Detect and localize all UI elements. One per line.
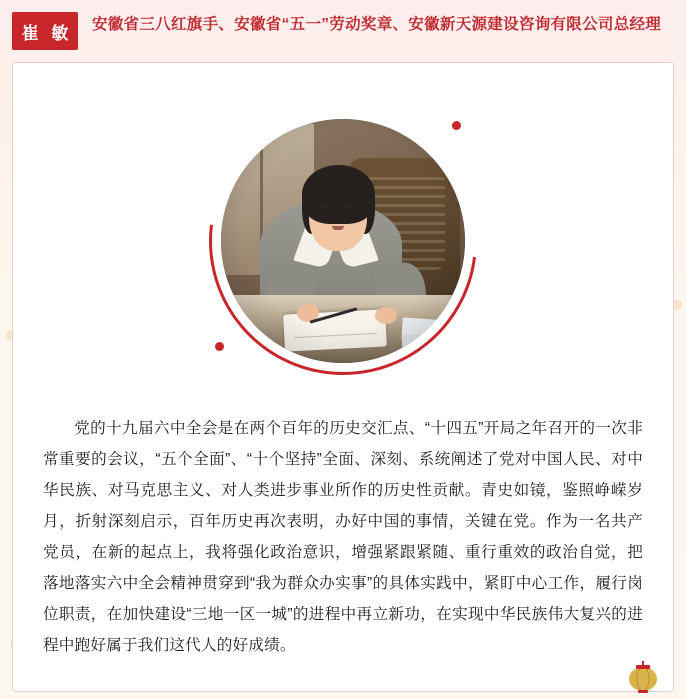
photo-vignette xyxy=(221,119,465,363)
person-name-badge: 崔 敏 xyxy=(12,12,78,50)
portrait-photo xyxy=(221,119,465,363)
article-paragraph: 党的十九届六中全会是在两个百年的历史交汇点、“十四五”开局之年召开的一次非常重要的会议，“五个全面”、“十个坚持”全面、深刻、系统阐述了党对中国人民、对中华民族、对马克思主义、对人类进步事业所作的历史性贡献。青史如镜，鉴照峥嵘岁月，折射深刻启示，百年历史再次表明，办好中国的事情，关键在党。作为一名共产党员，在新的起点上，我将强化政治意识，增强紧跟紧随、重行重效的政治自觉，把落地落实六中全会精神贯穿到“我为群众办实事”的具体实践中，紧盯中心工作，履行岗位职责，在加快建设“三地一区一城”的进程中再立新功，在实现中华民族伟大复兴的进程中跑好属于我们这代人的好成绩。 xyxy=(43,420,643,654)
article-card xyxy=(12,62,674,692)
lantern-ornament-icon xyxy=(620,659,666,693)
person-title-text: 安徽省三八红旗手、安徽省“五一”劳动奖章、安徽新天源建设咨询有限公司总经理 xyxy=(92,16,662,33)
portrait-ring-decoration xyxy=(209,107,477,375)
article-body xyxy=(43,413,643,661)
article-header xyxy=(0,0,686,56)
portrait-area xyxy=(43,89,643,387)
